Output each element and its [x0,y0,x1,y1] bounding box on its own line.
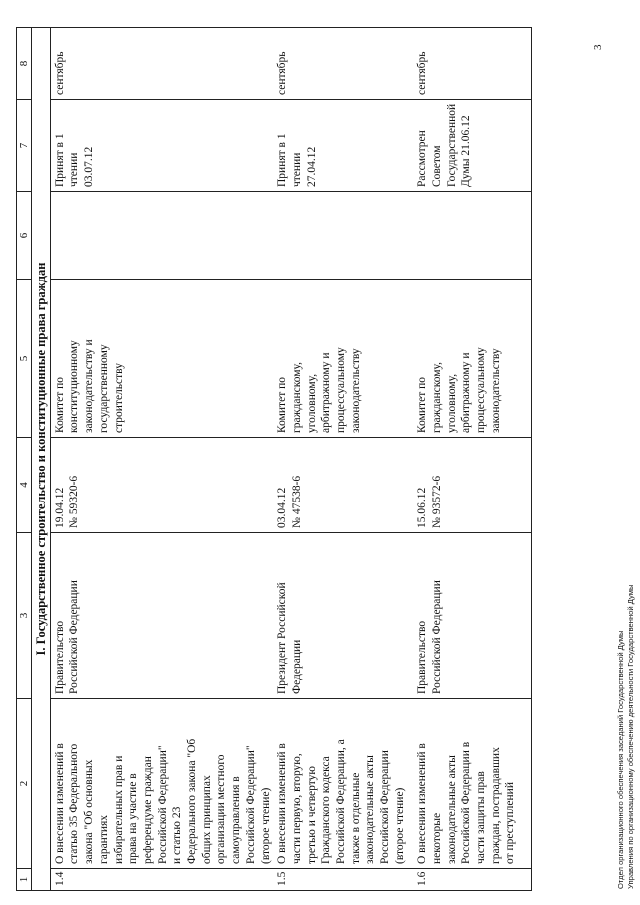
column-number: 8 [17,28,32,100]
column-6-cell [413,192,531,280]
column-6-cell [50,192,273,280]
column-number: 4 [17,438,32,533]
section-heading-row [32,28,51,891]
column-6-cell [273,192,413,280]
column-number: 7 [17,100,32,192]
bill-date-number: 03.04.12 № 47538-6 [273,438,413,533]
bill-author: Президент Российской Федерации [273,533,413,699]
footer-line-directorate: Управления по организационному обеспечению деятельности Государственной Думы [625,584,635,889]
responsible-committee: Комитет по гражданскому, уголовному, арбитражному и процессуальному законодательству [273,280,413,438]
table-row [413,28,531,891]
bills-table [16,27,532,891]
bill-date-number: 15.06.12 № 93572-6 [413,438,531,533]
table-row [50,28,273,891]
row-number: 1.4 [50,869,273,891]
column-number: 2 [17,699,32,869]
bill-status: Рассмотрен Советом Государственной Думы 21.06.12 [413,100,531,192]
row-number: 1.5 [273,869,413,891]
footer [616,585,635,889]
responsible-committee: Комитет по гражданскому, уголовному, арбитражному и процессуальному законодательству [413,280,531,438]
row-number: 1.6 [413,869,531,891]
bill-title: О внесении изменений в статью 35 Федерального закона "Об основных гарантиях избирательных прав и права на участие в референдуме граждан Российской Федерации" и статью 23 Федерального закона "Об общих принципах организации местного самоуправления в Российской Федерации" (второе чтение) [50,699,273,869]
column-number: 3 [17,533,32,699]
bill-title: О внесении изменений в некоторые законодательные акты Российской Федерации в части защиты прав граждан, пострадавших от преступлений [413,699,531,869]
bill-author: Правительство Российской Федерации [413,533,531,699]
bill-status: Принят в 1 чтении 27.04.12 [273,100,413,192]
planned-month: сентябрь [50,28,273,100]
bill-author: Правительство Российской Федерации [50,533,273,699]
footer-line-department: Отдел организационного обеспечения заседаний Государственной Думы [616,630,625,889]
bill-date-number: 19.04.12 № 59320-6 [50,438,273,533]
planned-month: сентябрь [413,28,531,100]
page-number: 3 [592,44,604,50]
responsible-committee: Комитет по конституционному законодательству и государственному строительству [50,280,273,438]
section-title: I. Государственное строительство и конституционные права граждан [32,28,51,891]
column-number: 6 [17,192,32,280]
bill-status: Принят в 1 чтении 03.07.12 [50,100,273,192]
bill-title: О внесении изменений в части первую, вторую, третью и четвертую Гражданского кодекса Российской Федерации, а также в отдельные законодательные акты Российской Федерации (второе чтение) [273,699,413,869]
column-number: 5 [17,280,32,438]
column-number-row [17,28,32,891]
table-row [273,28,413,891]
column-number: 1 [17,869,32,891]
planned-month: сентябрь [273,28,413,100]
